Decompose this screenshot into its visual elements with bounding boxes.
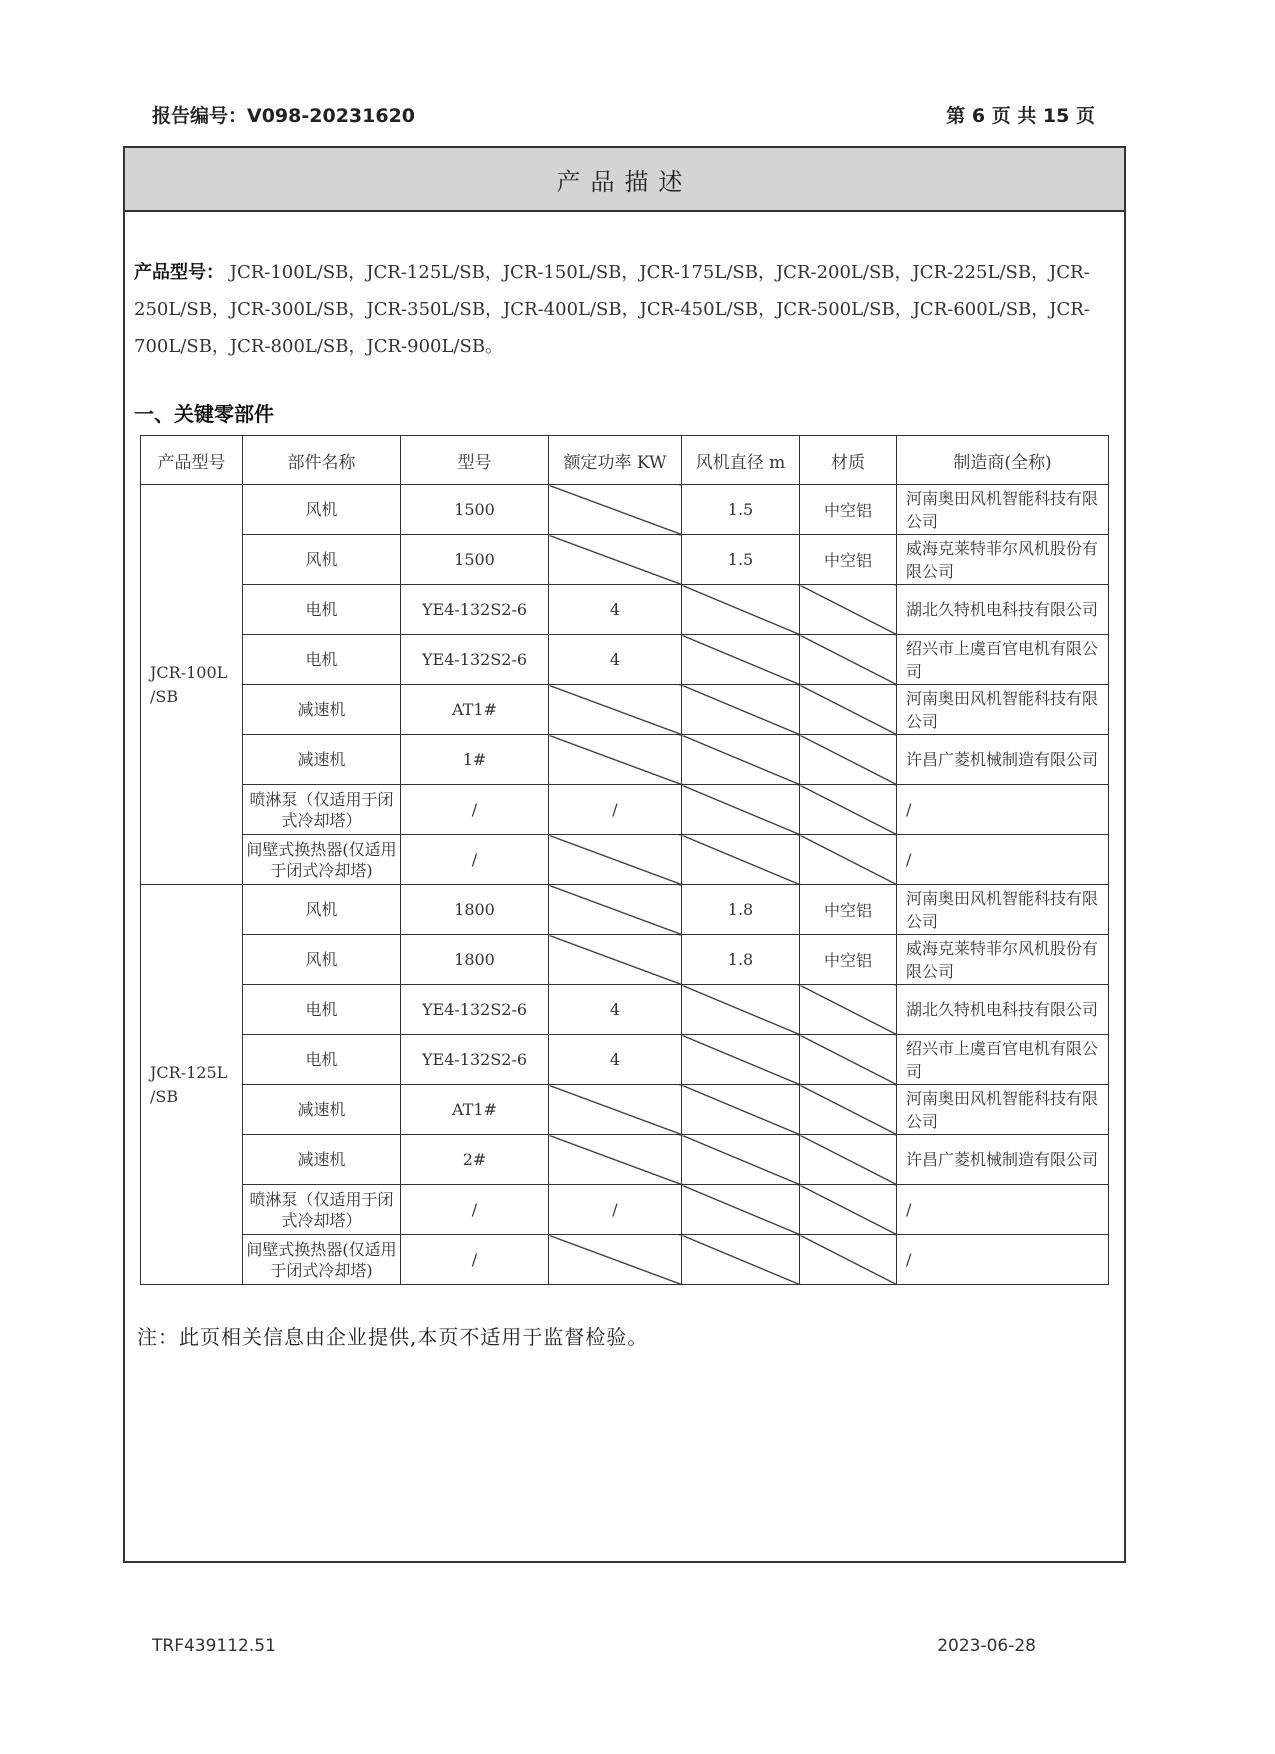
table-body <box>141 485 1109 1285</box>
column-header: 型号 <box>401 436 549 485</box>
product-models-list: JCR-100L/SB，JCR-125L/SB，JCR-150L/SB，JCR-175L/SB，JCR-200L/SB，JCR-225L/SB，JCR-250L/SB，JCR-300L/SB，JCR-350L/SB，JCR-400L/SB，JCR-450L/SB，JCR-500L/SB，JCR-600L/SB，JCR-700L/SB，JCR-800L/SB，JCR-900L/SB。 <box>134 262 1090 357</box>
material-cell <box>800 985 897 1035</box>
manufacturer-cell: 湖北久特机电科技有限公司 <box>897 985 1109 1035</box>
diameter-cell: 1.8 <box>682 885 800 935</box>
manufacturer-cell: 绍兴市上虞百官电机有限公司 <box>897 635 1109 685</box>
diameter-cell <box>682 1085 800 1135</box>
power-cell <box>549 535 682 585</box>
material-cell <box>800 1035 897 1085</box>
part-type-cell: / <box>401 785 549 835</box>
part-type-cell: / <box>401 835 549 885</box>
material-cell <box>800 1235 897 1285</box>
diameter-cell <box>682 1135 800 1185</box>
diameter-cell: 1.8 <box>682 935 800 985</box>
material-cell <box>800 585 897 635</box>
manufacturer-cell: 许昌广菱机械制造有限公司 <box>897 735 1109 785</box>
material-cell <box>800 1085 897 1135</box>
manufacturer-cell: 河南奥田风机智能科技有限公司 <box>897 1085 1109 1135</box>
power-cell <box>549 1135 682 1185</box>
diameter-cell <box>682 1235 800 1285</box>
manufacturer-cell: / <box>897 835 1109 885</box>
power-cell: / <box>549 1185 682 1235</box>
material-cell: 中空铝 <box>800 485 897 535</box>
table-row <box>141 1235 1109 1285</box>
part-name-cell: 电机 <box>243 985 401 1035</box>
manufacturer-cell: 河南奥田风机智能科技有限公司 <box>897 885 1109 935</box>
power-cell: / <box>549 785 682 835</box>
manufacturer-cell: / <box>897 1235 1109 1285</box>
section-banner <box>125 148 1124 212</box>
model-cell: JCR-100L /SB <box>141 485 243 885</box>
diameter-cell <box>682 1035 800 1085</box>
column-header: 产品型号 <box>141 436 243 485</box>
manufacturer-cell: 河南奥田风机智能科技有限公司 <box>897 685 1109 735</box>
product-models <box>134 254 1109 365</box>
banner-title: 产品描述 <box>556 167 693 196</box>
part-type-cell: YE4-132S2-6 <box>401 585 549 635</box>
table-row <box>141 885 1109 935</box>
diameter-cell: 1.5 <box>682 485 800 535</box>
table-row <box>141 1035 1109 1085</box>
manufacturer-cell: 绍兴市上虞百官电机有限公司 <box>897 1035 1109 1085</box>
part-name-cell: 减速机 <box>243 1085 401 1135</box>
table-row <box>141 1185 1109 1235</box>
product-models-label: 产品型号： <box>134 262 224 283</box>
manufacturer-cell: / <box>897 1185 1109 1235</box>
page-number: 第 6 页 共 15 页 <box>946 105 1095 127</box>
model-cell: JCR-125L /SB <box>141 885 243 1285</box>
part-name-cell: 减速机 <box>243 1135 401 1185</box>
diameter-cell <box>682 735 800 785</box>
part-name-cell: 风机 <box>243 535 401 585</box>
section-title: 一、关键零部件 <box>134 402 274 426</box>
part-type-cell: 1800 <box>401 935 549 985</box>
part-type-cell: 1500 <box>401 535 549 585</box>
part-name-cell: 电机 <box>243 585 401 635</box>
power-cell <box>549 735 682 785</box>
part-name-cell: 减速机 <box>243 685 401 735</box>
material-cell <box>800 1135 897 1185</box>
table-header-row <box>141 436 1109 485</box>
table-row <box>141 735 1109 785</box>
power-cell: 4 <box>549 1035 682 1085</box>
part-type-cell: / <box>401 1235 549 1285</box>
diameter-cell: 1.5 <box>682 535 800 585</box>
table-row <box>141 835 1109 885</box>
part-type-cell: YE4-132S2-6 <box>401 635 549 685</box>
material-cell <box>800 835 897 885</box>
components-table <box>140 435 1109 1285</box>
table-row <box>141 685 1109 735</box>
table-row <box>141 935 1109 985</box>
power-cell <box>549 835 682 885</box>
diameter-cell <box>682 985 800 1035</box>
power-cell: 4 <box>549 585 682 635</box>
table-row <box>141 785 1109 835</box>
manufacturer-cell: 许昌广菱机械制造有限公司 <box>897 1135 1109 1185</box>
part-type-cell: 1# <box>401 735 549 785</box>
power-cell <box>549 885 682 935</box>
form-code: TRF439112.51 <box>152 1636 276 1656</box>
power-cell <box>549 485 682 535</box>
manufacturer-cell: 湖北久特机电科技有限公司 <box>897 585 1109 635</box>
note: 注：此页相关信息由企业提供,本页不适用于监督检验。 <box>137 1325 649 1349</box>
power-cell <box>549 685 682 735</box>
part-name-cell: 电机 <box>243 1035 401 1085</box>
part-name-cell: 电机 <box>243 635 401 685</box>
diameter-cell <box>682 835 800 885</box>
power-cell <box>549 935 682 985</box>
power-cell: 4 <box>549 985 682 1035</box>
part-name-cell: 风机 <box>243 885 401 935</box>
diameter-cell <box>682 1185 800 1235</box>
part-name-cell: 喷淋泵（仅适用于闭式冷却塔） <box>243 1185 401 1235</box>
material-cell <box>800 735 897 785</box>
material-cell <box>800 1185 897 1235</box>
column-header: 制造商(全称) <box>897 436 1109 485</box>
material-cell <box>800 635 897 685</box>
material-cell: 中空铝 <box>800 935 897 985</box>
manufacturer-cell: / <box>897 785 1109 835</box>
table-row <box>141 1085 1109 1135</box>
column-header: 材质 <box>800 436 897 485</box>
manufacturer-cell: 威海克莱特菲尔风机股份有限公司 <box>897 535 1109 585</box>
part-type-cell: YE4-132S2-6 <box>401 985 549 1035</box>
part-type-cell: YE4-132S2-6 <box>401 1035 549 1085</box>
part-type-cell: 1500 <box>401 485 549 535</box>
power-cell: 4 <box>549 635 682 685</box>
manufacturer-cell: 河南奥田风机智能科技有限公司 <box>897 485 1109 535</box>
material-cell: 中空铝 <box>800 535 897 585</box>
part-name-cell: 间壁式换热器(仅适用于闭式冷却塔) <box>243 1235 401 1285</box>
part-name-cell: 喷淋泵（仅适用于闭式冷却塔） <box>243 785 401 835</box>
diameter-cell <box>682 585 800 635</box>
part-name-cell: 间壁式换热器(仅适用于闭式冷却塔) <box>243 835 401 885</box>
part-type-cell: 1800 <box>401 885 549 935</box>
column-header: 风机直径 m <box>682 436 800 485</box>
part-type-cell: 2# <box>401 1135 549 1185</box>
material-cell <box>800 785 897 835</box>
column-header: 额定功率 KW <box>549 436 682 485</box>
table-row <box>141 635 1109 685</box>
diameter-cell <box>682 635 800 685</box>
power-cell <box>549 1085 682 1135</box>
material-cell: 中空铝 <box>800 885 897 935</box>
table-row <box>141 585 1109 635</box>
part-type-cell: AT1# <box>401 685 549 735</box>
part-name-cell: 风机 <box>243 485 401 535</box>
page-frame <box>123 146 1126 1563</box>
diameter-cell <box>682 785 800 835</box>
table-row <box>141 1135 1109 1185</box>
table-row <box>141 535 1109 585</box>
part-type-cell: / <box>401 1185 549 1235</box>
report-number: 报告编号：V098-20231620 <box>152 105 416 127</box>
material-cell <box>800 685 897 735</box>
power-cell <box>549 1235 682 1285</box>
manufacturer-cell: 威海克莱特菲尔风机股份有限公司 <box>897 935 1109 985</box>
table-row <box>141 485 1109 535</box>
column-header: 部件名称 <box>243 436 401 485</box>
diameter-cell <box>682 685 800 735</box>
part-name-cell: 风机 <box>243 935 401 985</box>
table-row <box>141 985 1109 1035</box>
part-type-cell: AT1# <box>401 1085 549 1135</box>
part-name-cell: 减速机 <box>243 735 401 785</box>
footer-date: 2023-06-28 <box>937 1636 1036 1656</box>
